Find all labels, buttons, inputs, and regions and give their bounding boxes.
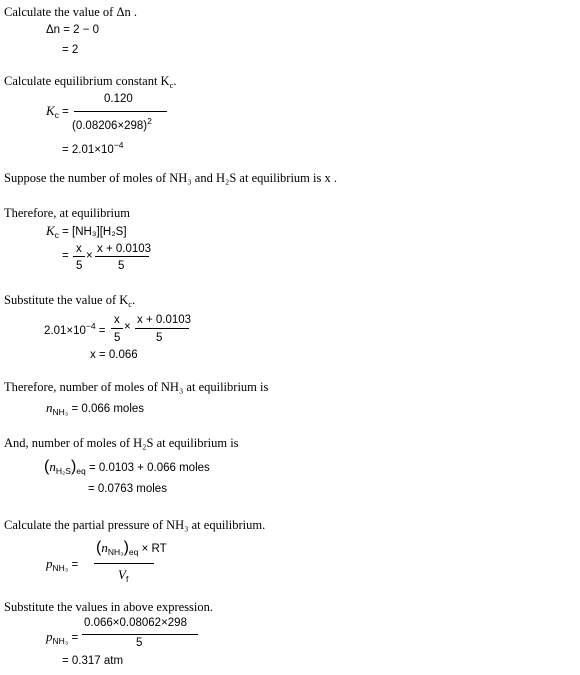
supposition-text: Suppose the number of moles of NH₃ and H₂S at equilibrium is x . — [4, 171, 337, 185]
substitute-numerator: 0.066×0.08062×298 — [84, 617, 187, 629]
eq-sign: = — [62, 250, 69, 262]
moles-h2s-result: = 0.0763 moles — [88, 483, 167, 495]
substitute-denominator: 5 — [136, 637, 143, 649]
moles-h2s-lhs: $(n_{H_2S})_{eq} = 0.0103 + 0.066$ moles — [44, 458, 210, 476]
kc-result: = $2.01\times 10^{-4}$ — [62, 140, 124, 156]
sub-frac1-numerator: x — [114, 314, 120, 326]
substitute-fraction-bar — [82, 634, 198, 635]
frac2-denominator: 5 — [118, 260, 125, 272]
heading-substitute-values: Substitute the values in above expression. — [4, 600, 213, 614]
sub-frac1-denominator: 5 — [114, 332, 121, 344]
delta-n-result: = 2 — [62, 44, 79, 56]
frac2-numerator: x + 0.0103 — [97, 243, 152, 255]
heading-partial-pressure: Calculate the partial pressure of NH₃ at equilibrium. — [4, 518, 266, 532]
pressure-lhs: $p_{NH_3}$ = — [46, 556, 79, 573]
pressure-denominator: $V_f$ — [118, 567, 129, 584]
heading-kc: Calculate equilibrium constant $K_c$. — [4, 74, 177, 90]
kc-denominator: $(0.08206\times 298)^2$ — [72, 116, 152, 132]
sub-frac2-denominator: 5 — [156, 332, 163, 344]
heading-moles-h2s: And, number of moles of H₂S at equilibrium is — [4, 436, 239, 450]
sub-frac2-numerator: x + 0.0103 — [137, 314, 192, 326]
sub-frac1-bar — [111, 328, 123, 329]
substitute-lhs: $2.01\times 10^{-4}$ = — [44, 321, 106, 337]
pressure-fraction-bar — [94, 563, 154, 564]
kc-expression: $K_c = [NH_3][H_2S]$ — [46, 223, 127, 240]
frac1-bar — [73, 256, 85, 257]
frac2-bar — [95, 256, 149, 257]
heading-at-equilibrium: Therefore, at equilibrium — [4, 206, 130, 220]
kc-numerator: 0.120 — [104, 93, 133, 105]
times-sign: × — [86, 250, 93, 262]
sub-frac2-bar — [135, 328, 189, 329]
x-result: x = 0.066 — [90, 349, 138, 361]
heading-substitute-kc: Substitute the value of $K_c$. — [4, 293, 136, 309]
frac1-denominator: 5 — [76, 260, 83, 272]
sub-times-sign: × — [124, 321, 131, 333]
delta-n-equation: Δn = 2 − 0 — [46, 24, 100, 36]
substitute-pressure-lhs: $p_{NH_3}$ = — [46, 629, 79, 646]
frac1-numerator: x — [76, 243, 82, 255]
moles-nh3-value: $n_{NH_3} = 0.066$ moles — [46, 400, 145, 417]
heading-moles-nh3: Therefore, number of moles of NH₃ at equilibrium is — [4, 380, 269, 394]
kc-lhs: $K_c$ = — [46, 103, 69, 120]
kc-fraction-bar — [74, 111, 167, 112]
pressure-result: = 0.317 atm — [62, 655, 124, 667]
heading-delta-n: Calculate the value of Δn . — [4, 5, 137, 19]
pressure-numerator: $(n_{NH_3})_{eq}$ × RT — [96, 539, 167, 557]
